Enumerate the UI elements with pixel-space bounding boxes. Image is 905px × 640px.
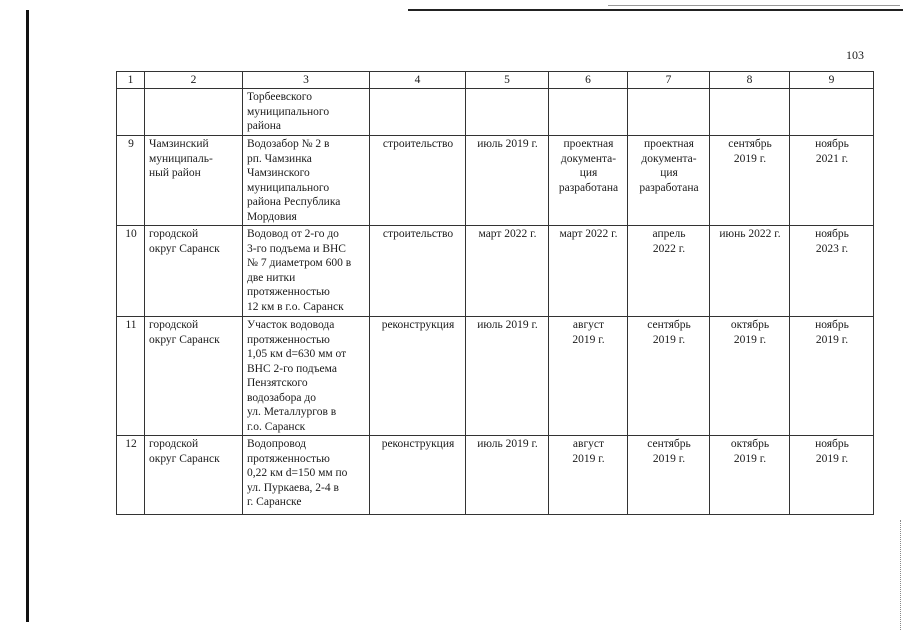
- date-cell: [466, 136, 549, 226]
- column-header: 7: [628, 72, 710, 89]
- column-header: 4: [370, 72, 466, 89]
- date-line: 2019 г.: [815, 333, 849, 346]
- scan-edge-top-thin: [608, 5, 900, 6]
- date-cell: [710, 436, 790, 515]
- district-cell: [145, 226, 243, 317]
- object-line: 12 км в г.о. Саранск: [247, 300, 344, 313]
- date-cell: [710, 317, 790, 436]
- district-cell: [145, 89, 243, 136]
- row-number-cell: 10: [117, 226, 145, 317]
- date-line: ноябрь: [815, 319, 849, 331]
- object-line: Пензятского: [247, 377, 308, 389]
- object-line: 1,05 км d=630 мм от: [247, 348, 347, 360]
- date-line: 2022 г.: [652, 242, 686, 255]
- district-cell: [145, 136, 243, 226]
- district-line: округ Саранск: [149, 242, 220, 255]
- date-line: 2019 г.: [652, 333, 686, 346]
- date-cell: [628, 436, 710, 515]
- date-line: проектная: [563, 138, 614, 150]
- scan-dots: [900, 520, 902, 630]
- row-number-cell: 9: [117, 136, 145, 226]
- district-line: Чамзинский: [149, 138, 209, 150]
- object-line: рп. Чамзинка: [247, 152, 312, 165]
- date-line: сентябрь: [647, 319, 691, 331]
- date-line: проектная: [644, 138, 694, 150]
- table-row: [117, 89, 874, 136]
- date-line: 2019 г.: [815, 452, 849, 465]
- work-type-cell: строительство: [370, 226, 466, 317]
- date-cell: [790, 436, 874, 515]
- date-line: 2019 г.: [733, 333, 767, 346]
- object-cell: [243, 136, 370, 226]
- page-number: 103: [846, 48, 864, 62]
- date-line: июль 2019 г.: [477, 138, 538, 150]
- date-line: октябрь: [730, 319, 770, 331]
- scan-edge-left: [26, 10, 29, 622]
- object-line: муниципального: [247, 181, 330, 194]
- date-line: апрель: [652, 228, 686, 240]
- row-number-cell: [117, 89, 145, 136]
- date-line: документа-: [641, 152, 697, 165]
- district-line: городской: [149, 228, 199, 240]
- date-line: ция: [579, 167, 598, 179]
- object-line: Мордовия: [247, 210, 297, 223]
- work-type-cell: [370, 89, 466, 136]
- date-cell: [710, 136, 790, 226]
- object-cell: [243, 226, 370, 317]
- date-line: ноябрь: [815, 438, 849, 450]
- district-cell: [145, 317, 243, 436]
- object-line: две нитки: [247, 271, 296, 284]
- date-line: октябрь: [730, 438, 770, 450]
- object-line: Водовод от 2-го до: [247, 228, 339, 240]
- table-row: [117, 136, 874, 226]
- district-line: ный район: [149, 167, 201, 179]
- date-cell: [790, 226, 874, 317]
- date-line: ция: [660, 167, 678, 179]
- date-line: март 2022 г.: [478, 228, 537, 240]
- district-line: округ Саранск: [149, 452, 220, 465]
- object-line: протяженностью: [247, 286, 330, 298]
- table-row: [117, 317, 874, 436]
- date-cell: [466, 226, 549, 317]
- date-line: 2019 г.: [733, 152, 767, 165]
- date-cell: [790, 136, 874, 226]
- date-line: документа-: [560, 152, 617, 165]
- header-row: [117, 72, 874, 89]
- date-cell: [466, 317, 549, 436]
- date-cell: [628, 136, 710, 226]
- date-cell: [790, 317, 874, 436]
- date-line: август: [572, 319, 605, 331]
- object-line: водозабора до: [247, 391, 316, 404]
- column-header: 8: [710, 72, 790, 89]
- object-line: № 7 диаметром 600 в: [247, 257, 352, 269]
- column-header: 1: [117, 72, 145, 89]
- object-cell: [243, 317, 370, 436]
- district-cell: [145, 436, 243, 515]
- date-cell: [710, 89, 790, 136]
- object-line: 3-го подъема и ВНС: [247, 242, 346, 255]
- row-number-cell: 11: [117, 317, 145, 436]
- object-line: Торбеевского: [247, 91, 312, 103]
- object-cell: [243, 89, 370, 136]
- object-cell: [243, 436, 370, 515]
- object-line: района Республика: [247, 196, 341, 208]
- object-line: Участок водовода: [247, 319, 335, 331]
- work-type-cell: реконструкция: [370, 436, 466, 515]
- work-type-cell: реконструкция: [370, 317, 466, 436]
- date-line: разработана: [639, 181, 699, 194]
- row-number-cell: 12: [117, 436, 145, 515]
- work-type-cell: строительство: [370, 136, 466, 226]
- column-header: 6: [549, 72, 628, 89]
- date-cell: [549, 436, 628, 515]
- date-cell: [549, 317, 628, 436]
- district-line: округ Саранск: [149, 333, 220, 346]
- date-line: 2019 г.: [733, 452, 767, 465]
- date-cell: [790, 89, 874, 136]
- date-line: сентябрь: [647, 438, 691, 450]
- date-line: июль 2019 г.: [477, 319, 538, 331]
- table-row: [117, 436, 874, 515]
- object-line: района: [247, 120, 282, 132]
- district-line: городской: [149, 438, 199, 450]
- table-row: [117, 226, 874, 317]
- date-cell: [628, 317, 710, 436]
- date-cell: [466, 436, 549, 515]
- object-line: г. Саранске: [247, 496, 302, 508]
- object-line: Водопровод: [247, 438, 306, 450]
- district-line: муниципаль-: [149, 152, 213, 165]
- date-line: 2019 г.: [652, 452, 686, 465]
- object-line: Водозабор № 2 в: [247, 138, 330, 150]
- object-line: ул. Пуркаева, 2-4 в: [247, 481, 339, 494]
- column-header: 5: [466, 72, 549, 89]
- date-line: 2019 г.: [572, 452, 605, 465]
- date-line: март 2022 г.: [559, 228, 618, 240]
- date-line: 2021 г.: [815, 152, 849, 165]
- date-line: август: [572, 438, 605, 450]
- date-line: разработана: [558, 181, 619, 194]
- object-line: 0,22 км d=150 мм по: [247, 467, 348, 479]
- date-line: июнь 2022 г.: [719, 228, 781, 240]
- date-line: ноябрь: [815, 228, 849, 240]
- object-line: муниципального: [247, 105, 330, 118]
- column-header: 2: [145, 72, 243, 89]
- scan-edge-top: [408, 9, 903, 11]
- object-line: протяженностью: [247, 333, 330, 346]
- date-cell: [628, 89, 710, 136]
- object-line: Чамзинского: [247, 167, 310, 179]
- date-line: 2023 г.: [815, 242, 849, 255]
- date-cell: [549, 89, 628, 136]
- object-line: протяженностью: [247, 452, 330, 465]
- date-cell: [549, 136, 628, 226]
- date-cell: [628, 226, 710, 317]
- column-header: 3: [243, 72, 370, 89]
- column-header: 9: [790, 72, 874, 89]
- date-line: ноябрь: [815, 138, 849, 150]
- schedule-table: [116, 71, 874, 515]
- object-line: ул. Металлургов в: [247, 406, 337, 418]
- date-cell: [710, 226, 790, 317]
- object-line: ВНС 2-го подъема: [247, 362, 337, 375]
- date-line: июль 2019 г.: [477, 438, 538, 450]
- district-line: городской: [149, 319, 199, 331]
- object-line: г.о. Саранск: [247, 420, 306, 433]
- date-cell: [466, 89, 549, 136]
- date-line: 2019 г.: [572, 333, 605, 346]
- date-cell: [549, 226, 628, 317]
- date-line: сентябрь: [728, 138, 772, 150]
